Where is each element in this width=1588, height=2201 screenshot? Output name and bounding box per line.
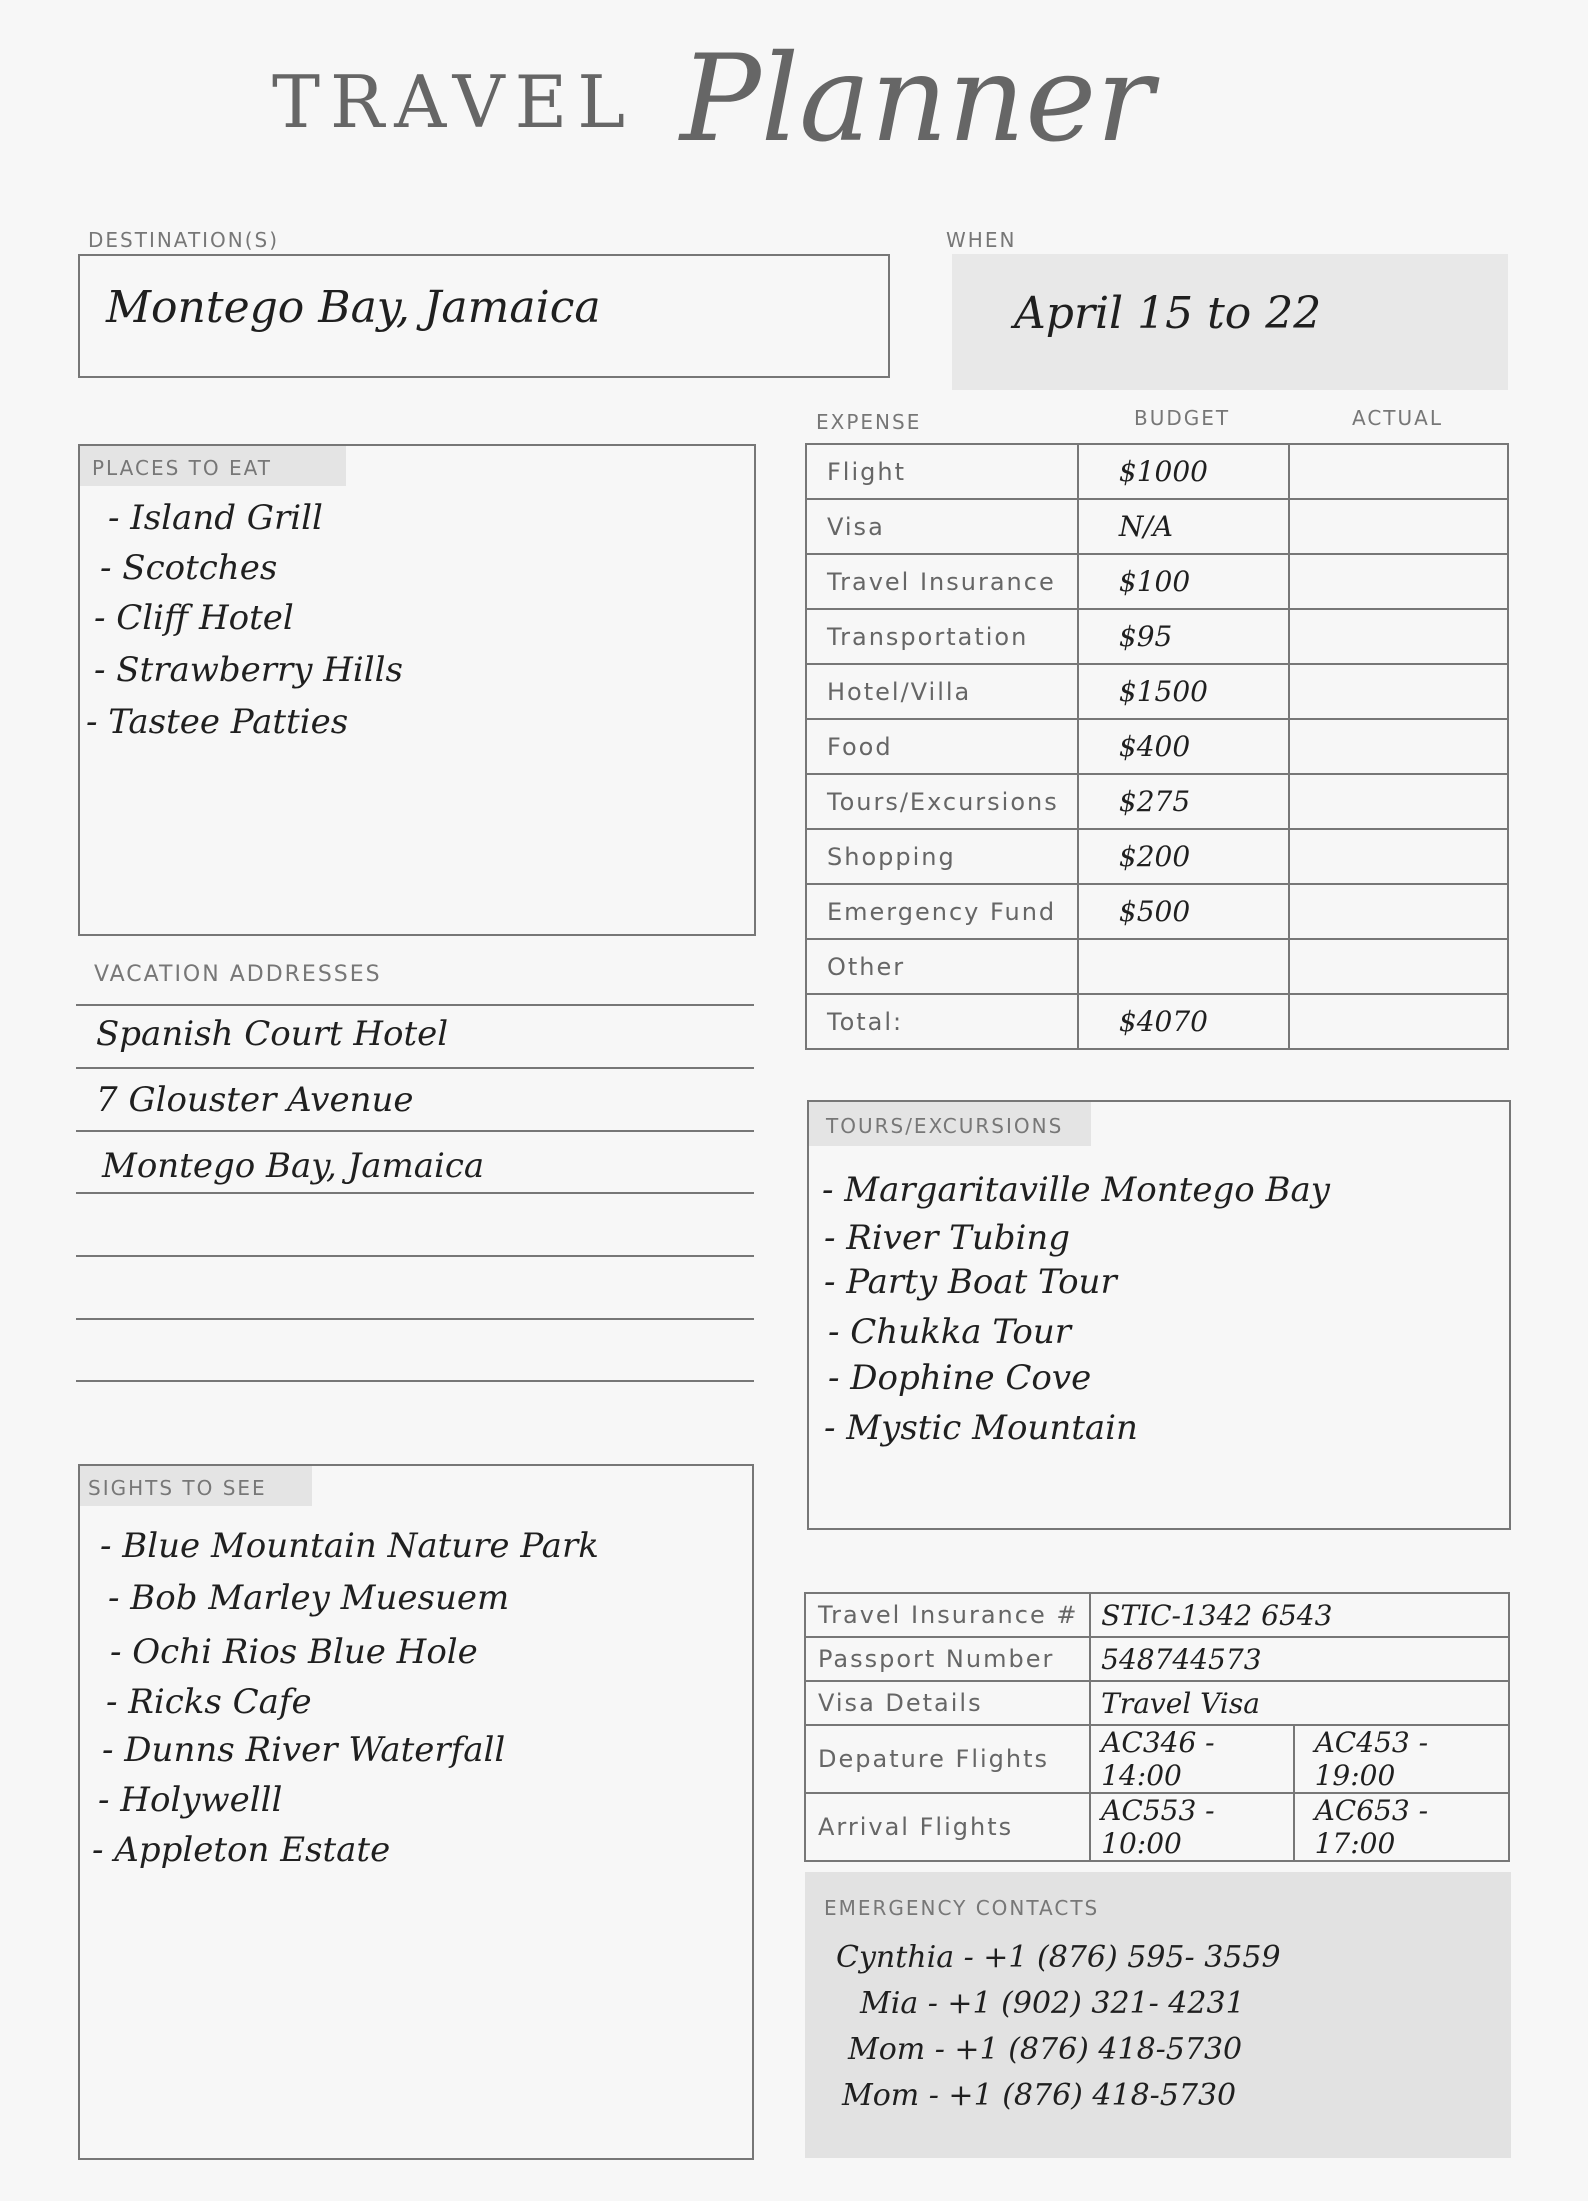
address-rule xyxy=(76,1255,754,1257)
budget-cell[interactable]: $95 xyxy=(1078,609,1289,664)
expense-cell: Other xyxy=(806,939,1078,994)
sights-to-see-label: SIGHTS TO SEE xyxy=(88,1476,267,1500)
address-rule xyxy=(76,1130,754,1132)
list-item: - Chukka Tour xyxy=(828,1312,1072,1352)
travel-info-table xyxy=(804,1592,1510,1862)
list-item: - Dunns River Waterfall xyxy=(102,1730,506,1770)
table-row xyxy=(806,609,1508,664)
actual-cell[interactable] xyxy=(1289,939,1508,994)
expense-cell: Transportation xyxy=(806,609,1078,664)
arrival-flight-1[interactable]: AC553 - 10:00 xyxy=(1090,1793,1293,1861)
total-actual-cell[interactable] xyxy=(1289,994,1508,1049)
emergency-contacts-label: EMERGENCY CONTACTS xyxy=(824,1896,1100,1920)
address-line[interactable]: Spanish Court Hotel xyxy=(96,1014,449,1054)
table-row xyxy=(806,939,1508,994)
when-label: WHEN xyxy=(946,228,1017,252)
visa-value[interactable]: Travel Visa xyxy=(1090,1681,1509,1725)
list-item: - Bob Marley Muesuem xyxy=(108,1578,510,1618)
destination-label: DESTINATION(S) xyxy=(88,228,280,252)
visa-label: Visa Details xyxy=(805,1681,1090,1725)
list-item: - Ricks Cafe xyxy=(106,1682,312,1722)
expense-cell: Tours/Excursions xyxy=(806,774,1078,829)
budget-table xyxy=(805,443,1509,1050)
table-row xyxy=(806,719,1508,774)
list-item: - River Tubing xyxy=(824,1218,1071,1258)
vacation-addresses-label: VACATION ADDRESSES xyxy=(94,962,382,987)
table-row xyxy=(805,1725,1509,1793)
address-rule xyxy=(76,1067,754,1069)
actual-cell[interactable] xyxy=(1289,499,1508,554)
expense-cell: Flight xyxy=(806,444,1078,499)
actual-header: ACTUAL xyxy=(1352,406,1443,430)
budget-cell[interactable]: $100 xyxy=(1078,554,1289,609)
address-rule xyxy=(76,1380,754,1382)
arrival-label: Arrival Flights xyxy=(805,1793,1090,1861)
table-row xyxy=(806,994,1508,1049)
emergency-contact: Mia - +1 (902) 321- 4231 xyxy=(860,1986,1245,2021)
table-row xyxy=(805,1637,1509,1681)
departure-label: Depature Flights xyxy=(805,1725,1090,1793)
expense-header: EXPENSE xyxy=(816,410,922,434)
tours-label: TOURS/EXCURSIONS xyxy=(826,1114,1064,1138)
budget-cell[interactable]: $1500 xyxy=(1078,664,1289,719)
list-item: - Ochi Rios Blue Hole xyxy=(110,1632,478,1672)
insurance-value[interactable]: STIC-1342 6543 xyxy=(1090,1593,1509,1637)
when-value: April 15 to 22 xyxy=(1014,288,1322,339)
list-item: - Blue Mountain Nature Park xyxy=(100,1526,599,1566)
table-row xyxy=(806,499,1508,554)
budget-cell[interactable]: $400 xyxy=(1078,719,1289,774)
list-item: - Scotches xyxy=(100,548,278,588)
address-rule xyxy=(76,1192,754,1194)
budget-cell[interactable] xyxy=(1078,939,1289,994)
budget-cell[interactable]: N/A xyxy=(1078,499,1289,554)
table-row xyxy=(806,829,1508,884)
table-row xyxy=(805,1681,1509,1725)
expense-cell: Emergency Fund xyxy=(806,884,1078,939)
actual-cell[interactable] xyxy=(1289,664,1508,719)
table-row xyxy=(805,1793,1509,1861)
page-title-travel: TRAVEL xyxy=(272,60,636,144)
table-row xyxy=(806,664,1508,719)
list-item: - Island Grill xyxy=(108,498,323,538)
address-line[interactable]: Montego Bay, Jamaica xyxy=(102,1146,485,1186)
expense-cell: Travel Insurance xyxy=(806,554,1078,609)
list-item: - Tastee Patties xyxy=(86,702,349,742)
address-rule xyxy=(76,1318,754,1320)
places-to-eat-label: PLACES TO EAT xyxy=(92,456,272,480)
passport-label: Passport Number xyxy=(805,1637,1090,1681)
expense-cell: Shopping xyxy=(806,829,1078,884)
budget-cell[interactable]: $500 xyxy=(1078,884,1289,939)
list-item: - Margaritaville Montego Bay xyxy=(822,1170,1330,1210)
budget-cell[interactable]: $200 xyxy=(1078,829,1289,884)
table-row xyxy=(806,774,1508,829)
emergency-contact: Mom - +1 (876) 418-5730 xyxy=(848,2032,1243,2067)
actual-cell[interactable] xyxy=(1289,554,1508,609)
departure-flight-1[interactable]: AC346 - 14:00 xyxy=(1090,1725,1293,1793)
table-row xyxy=(806,444,1508,499)
actual-cell[interactable] xyxy=(1289,884,1508,939)
actual-cell[interactable] xyxy=(1289,444,1508,499)
table-row xyxy=(806,884,1508,939)
actual-cell[interactable] xyxy=(1289,774,1508,829)
budget-header: BUDGET xyxy=(1134,406,1231,430)
budget-cell[interactable]: $1000 xyxy=(1078,444,1289,499)
address-rule xyxy=(76,1004,754,1006)
list-item: - Strawberry Hills xyxy=(94,650,404,690)
departure-flight-2[interactable]: AC453 - 19:00 xyxy=(1294,1725,1509,1793)
insurance-label: Travel Insurance # xyxy=(805,1593,1090,1637)
list-item: - Dophine Cove xyxy=(828,1358,1092,1398)
table-row xyxy=(806,554,1508,609)
list-item: - Cliff Hotel xyxy=(94,598,294,638)
address-line[interactable]: 7 Glouster Avenue xyxy=(96,1080,414,1120)
total-label-cell: Total: xyxy=(806,994,1078,1049)
page-title-planner: Planner xyxy=(680,30,1154,169)
expense-cell: Food xyxy=(806,719,1078,774)
actual-cell[interactable] xyxy=(1289,609,1508,664)
table-row xyxy=(805,1593,1509,1637)
emergency-contact: Cynthia - +1 (876) 595- 3559 xyxy=(836,1940,1281,1975)
destination-value: Montego Bay, Jamaica xyxy=(106,282,601,333)
emergency-contact: Mom - +1 (876) 418-5730 xyxy=(842,2078,1237,2113)
list-item: - Mystic Mountain xyxy=(824,1408,1138,1448)
list-item: - Appleton Estate xyxy=(92,1830,391,1870)
actual-cell[interactable] xyxy=(1289,719,1508,774)
arrival-flight-2[interactable]: AC653 - 17:00 xyxy=(1294,1793,1509,1861)
passport-value[interactable]: 548744573 xyxy=(1090,1637,1509,1681)
budget-cell[interactable]: $275 xyxy=(1078,774,1289,829)
list-item: - Holywelll xyxy=(98,1780,283,1820)
total-budget-cell[interactable]: $4070 xyxy=(1078,994,1289,1049)
expense-cell: Visa xyxy=(806,499,1078,554)
list-item: - Party Boat Tour xyxy=(824,1262,1117,1302)
actual-cell[interactable] xyxy=(1289,829,1508,884)
expense-cell: Hotel/Villa xyxy=(806,664,1078,719)
